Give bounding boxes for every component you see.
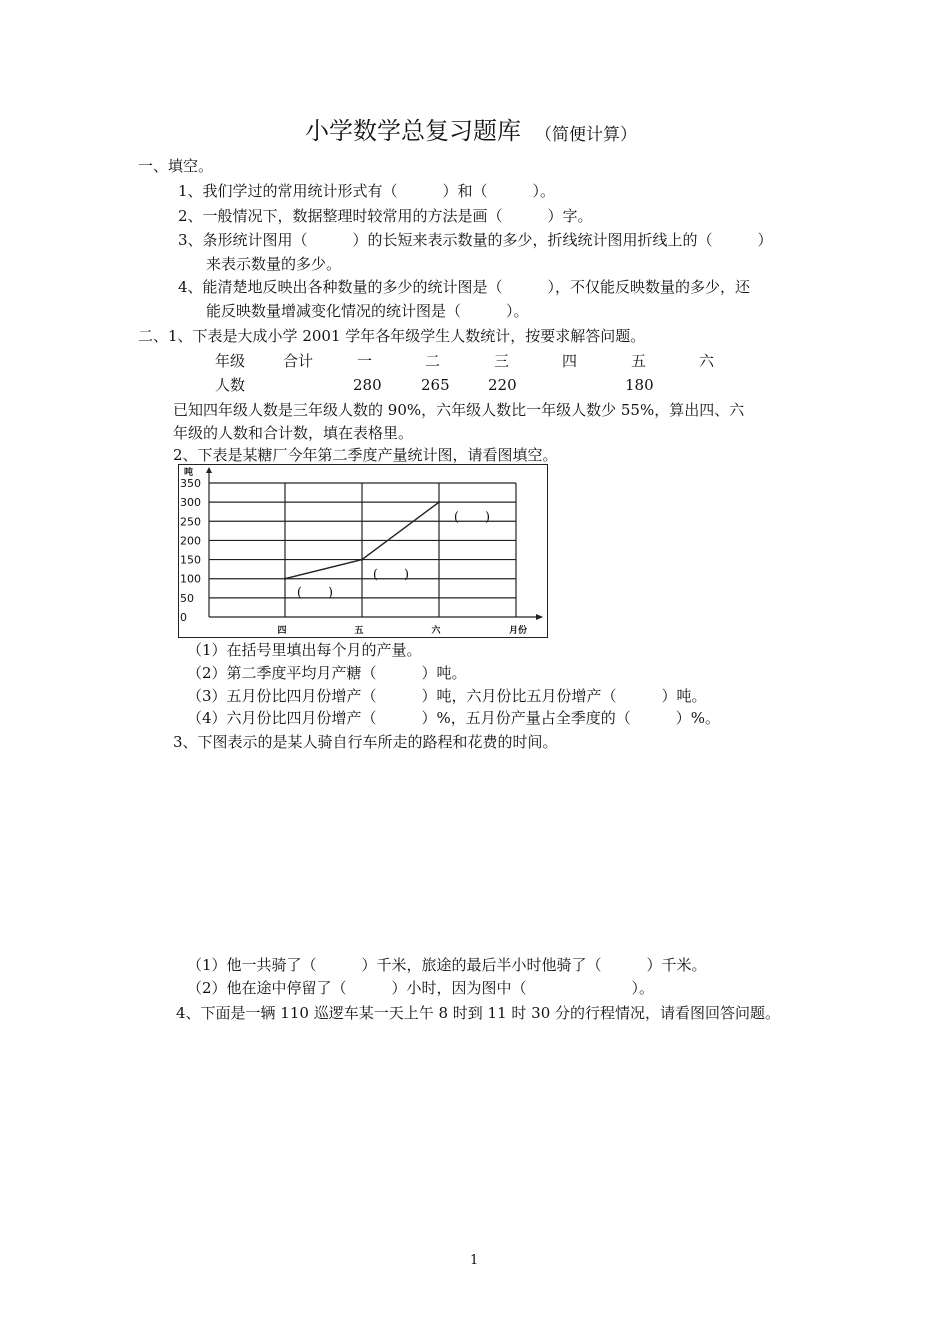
- table-row-label: 人数: [215, 376, 246, 394]
- x-tick-label: 四: [277, 626, 287, 636]
- y-tick-label: 300: [180, 496, 201, 510]
- section-1-heading: 一、填空。: [138, 157, 214, 175]
- question-2-3-item-2: （2）他在途中停留了（ ）小时，因为图中（ ）。: [187, 979, 655, 997]
- table-header-g1: 一: [357, 352, 373, 370]
- question-1-3-line1: 3、条形统计图用（ ）的长短来表示数量的多少，折线统计图用折线上的（ ）: [178, 231, 773, 249]
- question-2-2-heading: 2、下表是某糖厂今年第二季度产量统计图，请看图填空。: [173, 446, 558, 464]
- question-2-1-text-line1: 已知四年级人数是三年级人数的 90%，六年级人数比一年级人数少 55%，算出四、六: [173, 401, 745, 419]
- table-cell-g2: 265: [421, 376, 450, 394]
- answer-blank: ( ): [296, 585, 334, 601]
- chart-svg: [178, 464, 548, 638]
- question-2-2-item-3: （3）五月份比四月份增产（ ）吨，六月份比五月份增产（ ）吨。: [187, 687, 707, 705]
- question-1-4-line2: 能反映数量增减变化情况的统计图是（ ）。: [206, 302, 529, 320]
- table-header-g2: 二: [425, 352, 441, 370]
- question-2-3-heading: 3、下图表示的是某人骑自行车所走的路程和花费的时间。: [173, 733, 558, 751]
- table-cell-g1: 280: [353, 376, 382, 394]
- data-point: [438, 501, 440, 503]
- question-1-3-line2: 来表示数量的多少。: [206, 255, 342, 273]
- y-axis-label: 吨: [184, 468, 194, 478]
- question-2-4-heading: 4、下面是一辆 110 巡逻车某一天上午 8 时到 11 时 30 分的行程情况，请看图回答问题。: [176, 1004, 781, 1022]
- question-2-2-item-4: （4）六月份比四月份增产（ ）%，五月份产量占全季度的（ ）%。: [187, 709, 721, 727]
- y-axis-arrow: [206, 467, 212, 473]
- question-2-1-heading: 二、1、下表是大成小学 2001 学年各年级学生人数统计，按要求解答问题。: [138, 327, 646, 345]
- x-axis-arrow: [536, 614, 543, 620]
- y-tick-label: 250: [180, 515, 201, 529]
- y-tick-label: 100: [180, 572, 201, 586]
- question-2-2-item-2: （2）第二季度平均月产糖（ ）吨。: [187, 664, 467, 682]
- answer-blank: ( ): [453, 510, 491, 526]
- y-tick-label: 50: [180, 591, 194, 605]
- question-2-1-text-line2: 年级的人数和合计数，填在表格里。: [173, 424, 414, 442]
- answer-blank: ( ): [372, 567, 410, 583]
- y-tick-label: 200: [180, 534, 201, 548]
- page-number: 1: [470, 1253, 479, 1268]
- page-title: 小学数学总复习题库: [305, 117, 521, 145]
- y-tick-label: 150: [180, 553, 201, 567]
- y-tick-label: 350: [180, 477, 201, 490]
- table-header-g6: 六: [699, 352, 715, 370]
- data-point: [361, 558, 363, 560]
- question-1-2: 2、一般情况下，数据整理时较常用的方法是画（ ）字。: [178, 207, 593, 225]
- question-2-2-item-1: （1）在括号里填出每个月的产量。: [187, 641, 422, 659]
- x-tick-label: 五: [354, 626, 364, 636]
- table-cell-g5: 180: [625, 376, 654, 394]
- data-point: [284, 578, 286, 580]
- table-header-grade: 年级: [215, 352, 246, 370]
- sugar-production-chart: [178, 464, 548, 638]
- table-header-g3: 三: [494, 352, 510, 370]
- question-1-1: 1、我们学过的常用统计形式有（ ）和（ ）。: [178, 182, 556, 200]
- question-2-3-item-1: （1）他一共骑了（ ）千米，旅途的最后半小时他骑了（ ）千米。: [187, 956, 707, 974]
- table-header-g4: 四: [562, 352, 578, 370]
- y-tick-label: 0: [180, 611, 187, 624]
- x-tick-label: 六: [431, 626, 441, 636]
- page-subtitle: （简便计算）: [535, 125, 637, 145]
- chart-frame: [179, 465, 548, 638]
- x-axis-label: 月份: [509, 626, 528, 636]
- question-1-4-line1: 4、能清楚地反映出各种数量的多少的统计图是（ ），不仅能反映数量的多少，还: [178, 278, 751, 296]
- table-cell-g3: 220: [488, 376, 517, 394]
- table-header-g5: 五: [631, 352, 647, 370]
- table-header-total: 合计: [283, 352, 314, 370]
